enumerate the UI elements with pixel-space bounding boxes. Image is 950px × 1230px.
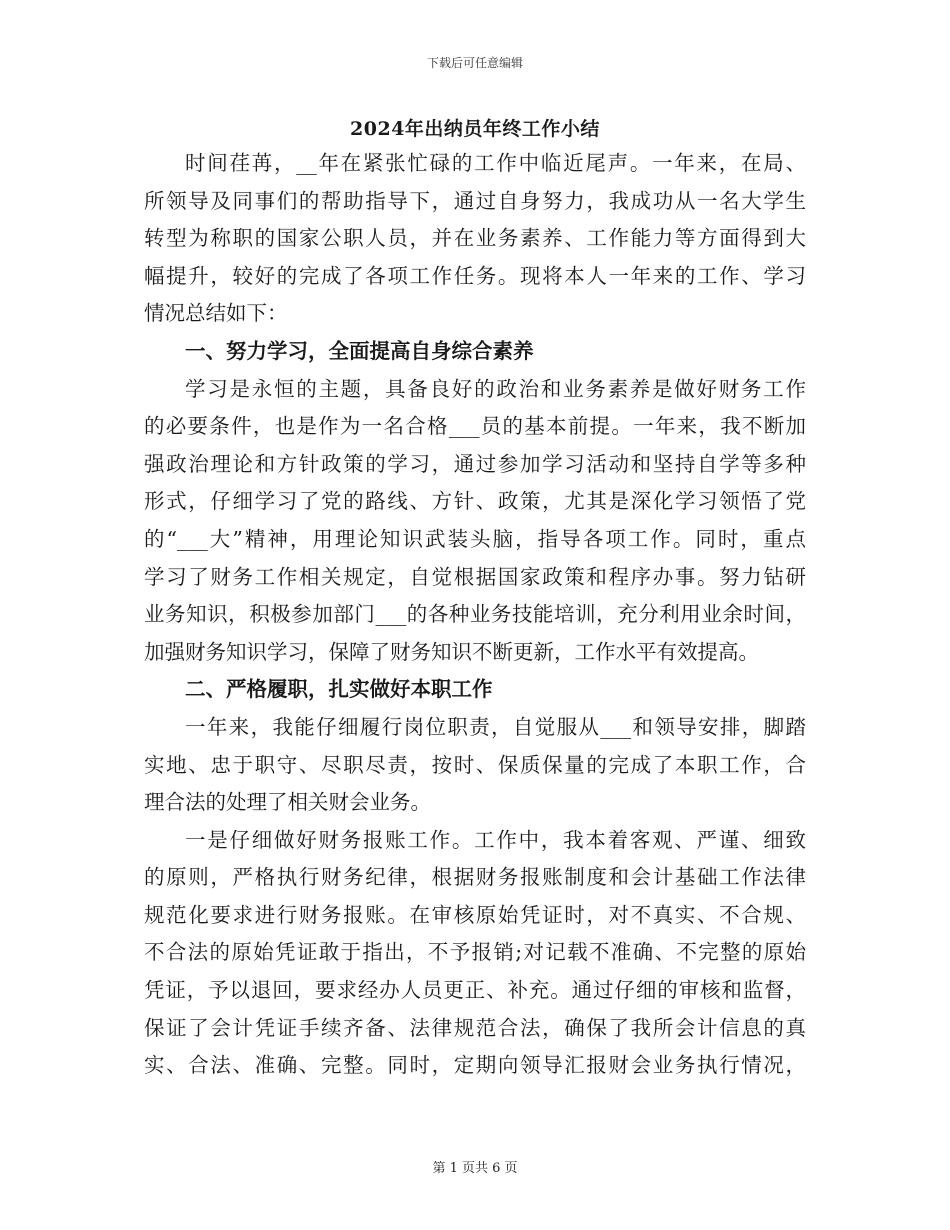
paragraph-line: 保证了会计凭证手续齐备、法律规范合法，确保了我所会计信息的真: [144, 1015, 806, 1040]
paragraph-line: 情况总结如下：: [144, 301, 288, 326]
paragraph-line: 的原则，严格执行财务纪律，根据财务报账制度和会计基础工作法律: [144, 865, 806, 890]
paragraph-line: 实地、忠于职守、尽职尽责，按时、保质保量的完成了本职工作，合: [144, 752, 806, 777]
page-header-note: 下载后可任意编辑: [426, 56, 523, 70]
paragraph-line: 一年来，我能仔细履行岗位职责，自觉服从___和领导安排，脚踏: [185, 714, 806, 739]
paragraph-line: 强政治理论和方针政策的学习，通过参加学习活动和坚持自学等多种: [144, 451, 806, 476]
paragraph-line: 一是仔细做好财务报账工作。工作中，我本着客观、严谨、细致: [185, 827, 806, 852]
page-number: 第 1 页共 6 页: [432, 1161, 518, 1176]
paragraph-line: 凭证，予以退回，要求经办人员更正、补充。通过仔细的审核和监督，: [144, 978, 806, 1003]
paragraph-line: 时间荏苒，__年在紧张忙碌的工作中临近尾声。一年来，在局、: [185, 151, 806, 175]
paragraph-line: 的必要条件，也是作为一名合格___员的基本前提。一年来，我不断加: [144, 414, 806, 439]
paragraph-line: 学习是永恒的主题，具备良好的政治和业务素养是做好财务工作: [185, 376, 806, 401]
paragraph-line: 幅提升，较好的完成了各项工作任务。现将本人一年来的工作、学习: [144, 263, 806, 288]
section-heading: 二、严格履职，扎实做好本职工作: [185, 677, 493, 702]
paragraph-line: 规范化要求进行财务报账。在审核原始凭证时，对不真实、不合规、: [144, 902, 806, 927]
paragraph-line: 的“___大”精神，用理论知识武装头脑，指导各项工作。同时，重点: [144, 526, 806, 551]
paragraph-line: 形式，仔细学习了党的路线、方针、政策，尤其是深化学习领悟了党: [144, 489, 806, 514]
document-body: [144, 145, 806, 1085]
section-heading: 一、努力学习，全面提高自身综合素养: [185, 338, 534, 363]
paragraph-line: 加强财务知识学习，保障了财务知识不断更新，工作水平有效提高。: [144, 639, 759, 664]
paragraph-line: 学习了财务工作相关规定，自觉根据国家政策和程序办事。努力钻研: [144, 564, 806, 589]
paragraph-line: 所领导及同事们的帮助指导下，通过自身努力，我成功从一名大学生: [144, 188, 806, 213]
paragraph-line: 转型为称职的国家公职人员，并在业务素养、工作能力等方面得到大: [144, 226, 806, 251]
paragraph-line: 不合法的原始凭证敢于指出，不予报销;对记载不准确、不完整的原始: [144, 940, 806, 965]
paragraph-line: 理合法的处理了相关财会业务。: [144, 790, 431, 815]
paragraph-line: 实、合法、准确、完整。同时，定期向领导汇报财会业务执行情况，: [144, 1053, 806, 1078]
paragraph-line: 业务知识，积极参加部门___的各种业务技能培训，充分利用业余时间，: [144, 602, 806, 627]
document-title: 2024年出纳员年终工作小结: [350, 118, 600, 140]
